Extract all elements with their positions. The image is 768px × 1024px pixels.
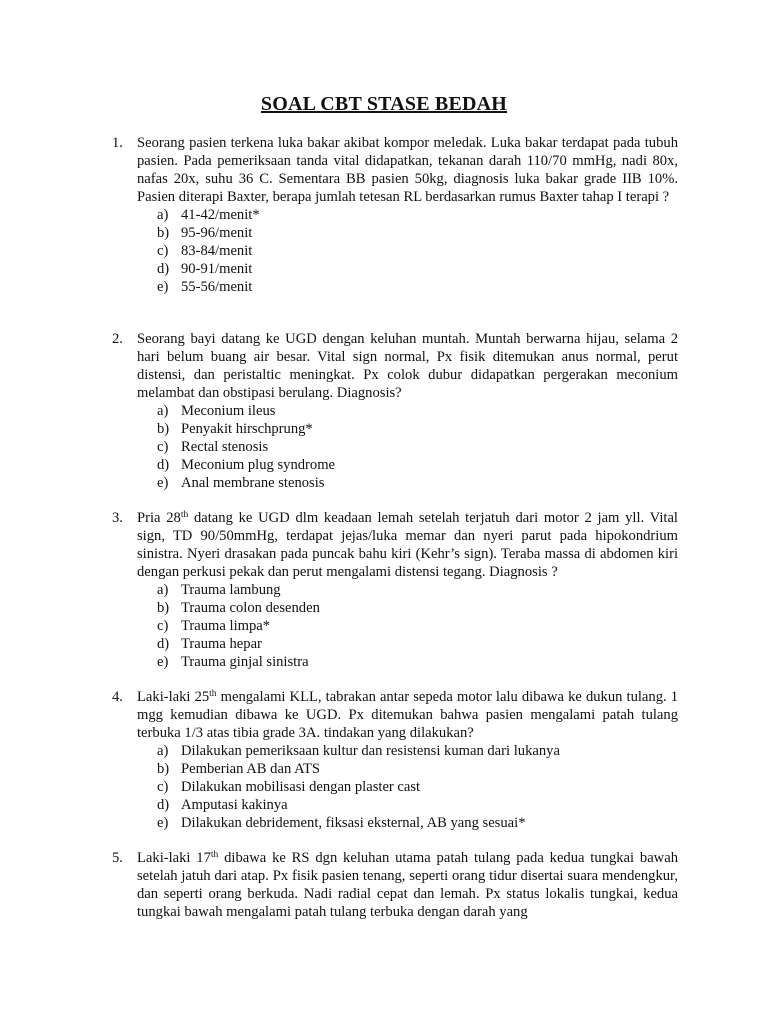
option-letter: c) <box>157 243 169 259</box>
option-list <box>112 581 678 671</box>
option-letter: d) <box>157 636 170 652</box>
option-text: Pemberian AB dan ATS <box>181 761 321 777</box>
ordinal-suffix: th <box>210 850 219 860</box>
option-text: Meconium ileus <box>181 403 276 419</box>
option-e <box>112 653 678 671</box>
option-text: Trauma colon desenden <box>181 600 320 616</box>
question-1 <box>112 134 678 296</box>
option-text: Dilakukan debridement, fiksasi eksternal, AB yang sesuai* <box>181 815 526 831</box>
option-c <box>112 242 678 260</box>
option-b <box>112 599 678 617</box>
option-text: Rectal stenosis <box>181 439 269 455</box>
option-a <box>112 402 678 420</box>
question-text <box>137 509 678 581</box>
option-text: Amputasi kakinya <box>181 797 288 813</box>
question-number: 2. <box>112 331 123 347</box>
question-text: Seorang bayi datang ke UGD dengan keluhan muntah. Muntah berwarna hijau, selama 2 hari belum buang air besar. Vital sign normal, Px fisik ditemukan anus normal, perut distensi, dan peristaltic meningkat. Px colok dubur didapatkan pergerakan meconium melambat dan obstipasi berulang. Diagnosis? <box>137 331 678 401</box>
option-letter: b) <box>157 600 170 616</box>
option-text: Anal membrane stenosis <box>181 475 325 491</box>
option-d <box>112 456 678 474</box>
option-list <box>112 206 678 296</box>
question-text <box>137 849 678 921</box>
option-list <box>112 742 678 832</box>
option-letter: d) <box>157 797 170 813</box>
option-letter: a) <box>157 743 169 759</box>
option-a <box>112 581 678 599</box>
question-text-start: Laki-laki 17 <box>137 850 211 866</box>
option-b <box>112 224 678 242</box>
option-text: Trauma ginjal sinistra <box>181 654 309 670</box>
option-c <box>112 438 678 456</box>
question-text: Seorang pasien terkena luka bakar akibat kompor meledak. Luka bakar terdapat pada tubuh pasien. Pada pemeriksaan tanda vital didapatkan, tekanan darah 110/70 mmHg, nadi 80x, nafas 20x, suhu 36 C. Sementara BB pasien 50kg, diagnosis luka bakar grade IIB 10%. Pasien diterapi Baxter, berapa jumlah tetesan RL berdasarkan rumus Baxter tahap I terapi ? <box>137 135 678 205</box>
option-e <box>112 278 678 296</box>
option-c <box>112 778 678 796</box>
option-text: Meconium plug syndrome <box>181 457 336 473</box>
option-b <box>112 420 678 438</box>
option-letter: c) <box>157 618 169 634</box>
question-number: 4. <box>112 689 123 705</box>
option-d <box>112 796 678 814</box>
option-text: 55-56/menit <box>181 279 253 295</box>
option-letter: c) <box>157 439 169 455</box>
option-d <box>112 635 678 653</box>
option-text: 41-42/menit* <box>181 207 260 223</box>
option-letter: a) <box>157 207 169 223</box>
option-letter: e) <box>157 654 169 670</box>
question-text-rest: datang ke UGD dlm keadaan lemah setelah terjatuh dari motor 2 jam yll. Vital sign, TD 90/50mmHg, terdapat jejas/luka memar dan nyeri parut pada hipokondrium sinistra. Nyeri drasakan pada puncak bahu kiri (Kehr’s sign). Teraba massa di abdomen kiri dengan perkusi pekak dan perut mengalami distensi tegang. Diagnosis ? <box>137 510 678 580</box>
option-text: Trauma lambung <box>181 582 281 598</box>
question-4 <box>112 688 678 832</box>
option-e <box>112 474 678 492</box>
question-5 <box>112 849 678 921</box>
option-b <box>112 760 678 778</box>
option-letter: b) <box>157 761 170 777</box>
option-text: 90-91/menit <box>181 261 253 277</box>
document-title: SOAL CBT STASE BEDAH <box>260 93 508 115</box>
option-text: Trauma hepar <box>181 636 262 652</box>
option-letter: d) <box>157 457 170 473</box>
option-text: Dilakukan pemeriksaan kultur dan resistensi kuman dari lukanya <box>181 743 560 759</box>
option-a <box>112 742 678 760</box>
option-text: Penyakit hirschprung* <box>181 421 313 437</box>
option-letter: c) <box>157 779 169 795</box>
option-d <box>112 260 678 278</box>
option-letter: a) <box>157 582 169 598</box>
question-text-start: Laki-laki 25 <box>137 689 210 705</box>
option-letter: e) <box>157 279 169 295</box>
option-letter: a) <box>157 403 169 419</box>
ordinal-suffix: th <box>180 510 189 520</box>
question-text-rest: dibawa ke RS dgn keluhan utama patah tulang pada kedua tungkai bawah setelah jatuh dari atap. Px fisik pasien tenang, seperti orang tidur disertai suara mendengkur, dan seperti orang berkuda. Nadi radial cepat dan lemah. Px status lokalis tungkai, kedua tungkai bawah mengalami patah tulang terbuka dengan darah yang <box>137 850 678 920</box>
option-c <box>112 617 678 635</box>
option-letter: b) <box>157 225 170 241</box>
question-number: 1. <box>112 135 123 151</box>
option-text: Dilakukan mobilisasi dengan plaster cast <box>181 779 421 795</box>
option-text: Trauma limpa* <box>181 618 271 634</box>
option-e <box>112 814 678 832</box>
option-letter: e) <box>157 815 169 831</box>
option-list <box>112 402 678 492</box>
question-text <box>137 688 678 742</box>
option-letter: d) <box>157 261 170 277</box>
option-letter: e) <box>157 475 169 491</box>
question-number: 3. <box>112 510 123 526</box>
question-text-rest: mengalami KLL, tabrakan antar sepeda motor lalu dibawa ke dukun tulang. 1 mgg kemudian dibawa ke UGD. Px ditemukan bahwa pasien mengalami patah tulang terbuka 1/3 atas tibia grade 3A. tindakan yang dilakukan? <box>137 689 679 741</box>
question-number: 5. <box>112 850 123 866</box>
ordinal-suffix: th <box>209 689 217 699</box>
option-a <box>112 206 678 224</box>
option-text: 83-84/menit <box>181 243 253 259</box>
option-letter: b) <box>157 421 170 437</box>
option-text: 95-96/menit <box>181 225 253 241</box>
question-3 <box>112 509 678 671</box>
question-text-start: Pria 28 <box>137 510 181 526</box>
question-2 <box>112 330 678 492</box>
